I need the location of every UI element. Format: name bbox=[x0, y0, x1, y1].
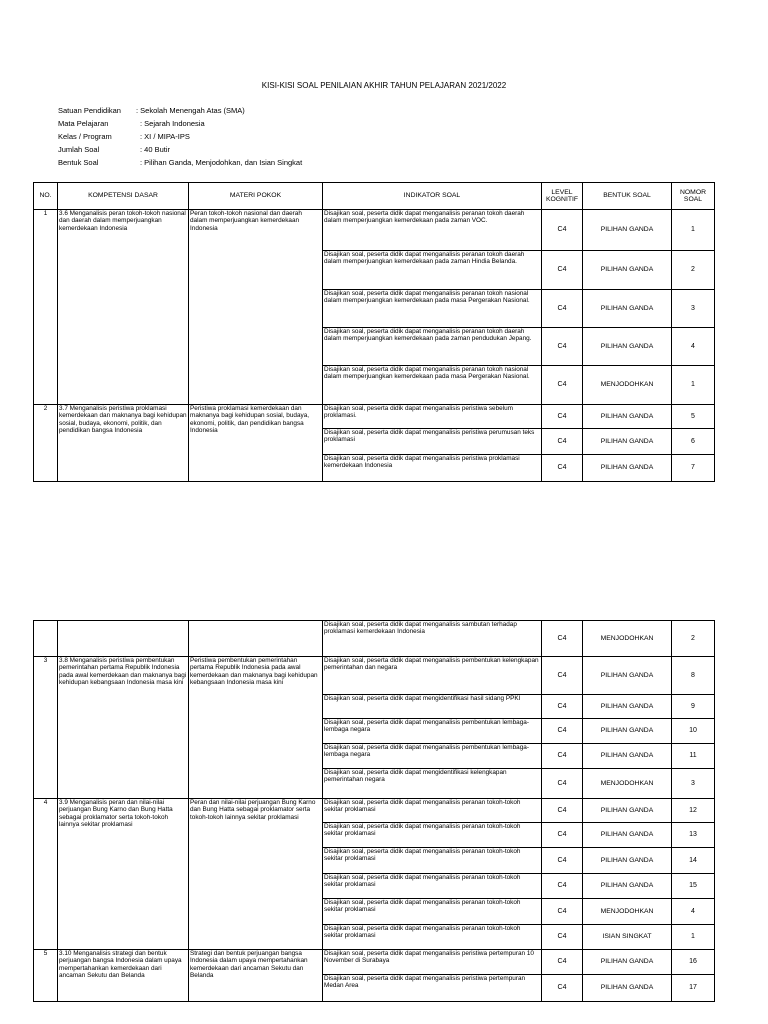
level-kognitif-cell: C4 bbox=[542, 925, 583, 950]
meta-label: Satuan Pendidikan bbox=[58, 106, 121, 115]
indikator-soal-cell: Disajikan soal, peserta didik dapat menganalisis pembentukan lembaga-lembaga negara bbox=[323, 719, 542, 744]
nomor-soal-cell: 8 bbox=[672, 657, 715, 695]
nomor-soal-cell: 7 bbox=[672, 455, 715, 482]
level-kognitif-cell: C4 bbox=[542, 744, 583, 769]
bentuk-soal-cell: PILIHAN GANDA bbox=[583, 405, 672, 429]
bentuk-soal-cell: PILIHAN GANDA bbox=[583, 290, 672, 328]
nomor-soal-cell: 9 bbox=[672, 695, 715, 719]
nomor-soal-cell: 12 bbox=[672, 799, 715, 823]
row-number: 3 bbox=[34, 657, 58, 799]
nomor-soal-cell: 6 bbox=[672, 429, 715, 455]
materi-pokok-cell: Peristiwa proklamasi kemerdekaan dan maknanya bagi kehidupan sosial, budaya, ekonomi, politik, dan pendidikan bangsa Indonesia bbox=[189, 405, 323, 482]
level-kognitif-cell: C4 bbox=[542, 823, 583, 848]
indikator-soal-cell: Disajikan soal, peserta didik dapat menganalisis peranan tokoh-tokoh sekitar proklamasi bbox=[323, 925, 542, 950]
meta-label: Mata Pelajaran bbox=[58, 119, 109, 128]
nomor-soal-cell: 4 bbox=[672, 899, 715, 925]
materi-pokok-cell: Peristiwa pembentukan pemerintahan pertama Republik Indonesia pada awal kemerdekaan dan maknanya bagi kehidupan kebangsaan Indonesia masa kini bbox=[189, 657, 323, 799]
kompetensi-dasar-cell: 3.9 Menganalisis peran dan nilai-nilai perjuangan Bung Karno dan Bung Hatta sebagai proklamator serta tokoh-tokoh lainnya sekitar proklamasi bbox=[58, 799, 189, 950]
kompetensi-dasar-cell: 3.8 Menganalisis peristiwa pembentukan pemerintahan pertama Republik Indonesia pada awal kemerdekaan dan maknanya bagi kehidupan kebangsaan Indonesia masa kini bbox=[58, 657, 189, 799]
bentuk-soal-cell: MENJODOHKAN bbox=[583, 899, 672, 925]
bentuk-soal-cell: MENJODOHKAN bbox=[583, 621, 672, 657]
bentuk-soal-cell: PILIHAN GANDA bbox=[583, 799, 672, 823]
meta-value: : Pilihan Ganda, Menjodohkan, dan Isian Singkat bbox=[140, 158, 303, 167]
materi-pokok-cell: Peran tokoh-tokoh nasional dan daerah dalam memperjuangkan kemerdekaan Indonesia bbox=[189, 210, 323, 405]
indikator-soal-cell: Disajikan soal, peserta didik dapat menganalisis peristiwa sebelum proklamasi. bbox=[323, 405, 542, 429]
indikator-soal-cell: Disajikan soal, peserta didik dapat menganalisis peranan tokoh daerah dalam memperjuangkan kemerdekaan pada zaman pendudukan Jepang. bbox=[323, 328, 542, 366]
bentuk-soal-cell: PILIHAN GANDA bbox=[583, 848, 672, 874]
nomor-soal-cell: 3 bbox=[672, 769, 715, 799]
nomor-soal-cell: 11 bbox=[672, 744, 715, 769]
bentuk-soal-cell: PILIHAN GANDA bbox=[583, 719, 672, 744]
kisi-kisi-table-page-2 bbox=[33, 620, 715, 1002]
indikator-soal-cell: Disajikan soal, peserta didik dapat menganalisis peristiwa pertempuran 10 November di Surabaya bbox=[323, 950, 542, 975]
indikator-soal-cell: Disajikan soal, peserta didik dapat mengidentifikasi kelengkapan pemerintahan negara bbox=[323, 769, 542, 799]
kompetensi-dasar-cell: 3.10 Menganalisis strategi dan bentuk perjuangan bangsa Indonesia dalam upaya mempertahankan kemerdekaan dari ancaman Sekutu dan Belanda bbox=[58, 950, 189, 1002]
materi-pokok-cell bbox=[189, 621, 323, 657]
indikator-soal-cell: Disajikan soal, peserta didik dapat menganalisis peranan tokoh daerah dalam memperjuangkan kemerdekaan pada zaman Hindia Belanda. bbox=[323, 251, 542, 290]
indikator-soal-cell: Disajikan soal, peserta didik dapat menganalisis pembentukan lembaga-lembaga negara bbox=[323, 744, 542, 769]
nomor-soal-cell: 2 bbox=[672, 621, 715, 657]
level-kognitif-cell: C4 bbox=[542, 719, 583, 744]
bentuk-soal-cell: PILIHAN GANDA bbox=[583, 950, 672, 975]
indikator-soal-cell: Disajikan soal, peserta didik dapat menganalisis peranan tokoh-tokoh sekitar proklamasi bbox=[323, 823, 542, 848]
nomor-soal-cell: 13 bbox=[672, 823, 715, 848]
level-kognitif-cell: C4 bbox=[542, 366, 583, 405]
table-row bbox=[34, 799, 715, 823]
table-row bbox=[34, 210, 715, 251]
level-kognitif-cell: C4 bbox=[542, 695, 583, 719]
indikator-soal-cell: Disajikan soal, peserta didik dapat menganalisis peranan tokoh-tokoh sekitar proklamasi bbox=[323, 848, 542, 874]
meta-value: : XI / MIPA-IPS bbox=[140, 132, 190, 141]
nomor-soal-cell: 15 bbox=[672, 874, 715, 899]
level-kognitif-cell: C4 bbox=[542, 210, 583, 251]
level-kognitif-cell: C4 bbox=[542, 405, 583, 429]
bentuk-soal-cell: MENJODOHKAN bbox=[583, 769, 672, 799]
nomor-soal-cell: 2 bbox=[672, 251, 715, 290]
bentuk-soal-cell: ISIAN SINGKAT bbox=[583, 925, 672, 950]
nomor-soal-cell: 1 bbox=[672, 366, 715, 405]
indikator-soal-cell: Disajikan soal, peserta didik dapat menganalisis peranan tokoh nasional dalam memperjuangkan kemerdekaan pada masa Pergerakan Nasional. bbox=[323, 366, 542, 405]
level-kognitif-cell: C4 bbox=[542, 455, 583, 482]
indikator-soal-cell: Disajikan soal, peserta didik dapat menganalisis peristiwa perumusan teks proklamasi bbox=[323, 429, 542, 455]
indikator-soal-cell: Disajikan soal, peserta didik dapat menganalisis peristiwa pertempuran Medan Area bbox=[323, 975, 542, 1002]
row-number: 2 bbox=[34, 405, 58, 482]
nomor-soal-cell: 3 bbox=[672, 290, 715, 328]
header-kompetensi-dasar: KOMPETENSI DASAR bbox=[58, 183, 189, 210]
level-kognitif-cell: C4 bbox=[542, 799, 583, 823]
bentuk-soal-cell: PILIHAN GANDA bbox=[583, 429, 672, 455]
row-number: 4 bbox=[34, 799, 58, 950]
bentuk-soal-cell: PILIHAN GANDA bbox=[583, 744, 672, 769]
kompetensi-dasar-cell: 3.7 Menganalisis peristiwa proklamasi kemerdekaan dan maknanya bagi kehidupan sosial, budaya, ekonomi, politik, dan pendidikan bangsa Indonesia bbox=[58, 405, 189, 482]
kompetensi-dasar-cell bbox=[58, 621, 189, 657]
level-kognitif-cell: C4 bbox=[542, 251, 583, 290]
bentuk-soal-cell: PILIHAN GANDA bbox=[583, 210, 672, 251]
level-kognitif-cell: C4 bbox=[542, 657, 583, 695]
nomor-soal-cell: 1 bbox=[672, 210, 715, 251]
kisi-kisi-table-page-1 bbox=[33, 182, 715, 482]
bentuk-soal-cell: PILIHAN GANDA bbox=[583, 251, 672, 290]
nomor-soal-cell: 5 bbox=[672, 405, 715, 429]
level-kognitif-cell: C4 bbox=[542, 328, 583, 366]
bentuk-soal-cell: PILIHAN GANDA bbox=[583, 874, 672, 899]
materi-pokok-cell: Peran dan nilai-nilai perjuangan Bung Karno dan Bung Hatta sebagai proklamator serta tokoh-tokoh lainnya sekitar proklamasi bbox=[189, 799, 323, 950]
level-kognitif-cell: C4 bbox=[542, 429, 583, 455]
bentuk-soal-cell: PILIHAN GANDA bbox=[583, 657, 672, 695]
level-kognitif-cell: C4 bbox=[542, 975, 583, 1002]
header-level-kognitif: LEVEL KOGNITIF bbox=[542, 183, 583, 210]
header-nomor-soal: NOMOR SOAL bbox=[672, 183, 715, 210]
meta-label: Bentuk Soal bbox=[58, 158, 99, 167]
row-number bbox=[34, 621, 58, 657]
indikator-soal-cell: Disajikan soal, peserta didik dapat menganalisis pembentukan kelengkapan pemerintahan dan negara bbox=[323, 657, 542, 695]
header-indikator-soal: INDIKATOR SOAL bbox=[323, 183, 542, 210]
level-kognitif-cell: C4 bbox=[542, 621, 583, 657]
row-number: 1 bbox=[34, 210, 58, 405]
header-materi-pokok: MATERI POKOK bbox=[189, 183, 323, 210]
page-title: KISI-KISI SOAL PENILAIAN AKHIR TAHUN PELAJARAN 2021/2022 bbox=[261, 81, 507, 90]
table-row bbox=[34, 621, 715, 657]
bentuk-soal-cell: PILIHAN GANDA bbox=[583, 695, 672, 719]
materi-pokok-cell: Strategi dan bentuk perjuangan bangsa Indonesia dalam upaya mempertahankan kemerdekaan dari ancaman Sekutu dan Belanda bbox=[189, 950, 323, 1002]
kompetensi-dasar-cell: 3.6 Menganalisis peran tokoh-tokoh nasional dan daerah dalam memperjuangkan kemerdekaan Indonesia bbox=[58, 210, 189, 405]
table-row bbox=[34, 405, 715, 429]
meta-label: Kelas / Program bbox=[58, 132, 112, 141]
header-no: NO. bbox=[34, 183, 58, 210]
bentuk-soal-cell: MENJODOHKAN bbox=[583, 366, 672, 405]
row-number: 5 bbox=[34, 950, 58, 1002]
level-kognitif-cell: C4 bbox=[542, 848, 583, 874]
indikator-soal-cell: Disajikan soal, peserta didik dapat menganalisis peranan tokoh-tokoh sekitar proklamasi bbox=[323, 899, 542, 925]
indikator-soal-cell: Disajikan soal, peserta didik dapat mengidentifikasi hasil sidang PPKI bbox=[323, 695, 542, 719]
level-kognitif-cell: C4 bbox=[542, 899, 583, 925]
nomor-soal-cell: 4 bbox=[672, 328, 715, 366]
indikator-soal-cell: Disajikan soal, peserta didik dapat menganalisis peristiwa proklamasi kemerdekaan Indonesia bbox=[323, 455, 542, 482]
header-bentuk-soal: BENTUK SOAL bbox=[583, 183, 672, 210]
nomor-soal-cell: 1 bbox=[672, 925, 715, 950]
indikator-soal-cell: Disajikan soal, peserta didik dapat menganalisis peranan tokoh-tokoh sekitar proklamasi bbox=[323, 874, 542, 899]
meta-value: : Sejarah Indonesia bbox=[140, 119, 205, 128]
nomor-soal-cell: 17 bbox=[672, 975, 715, 1002]
table-row bbox=[34, 950, 715, 975]
nomor-soal-cell: 14 bbox=[672, 848, 715, 874]
bentuk-soal-cell: PILIHAN GANDA bbox=[583, 328, 672, 366]
indikator-soal-cell: Disajikan soal, peserta didik dapat menganalisis sambutan terhadap proklamasi kemerdekaan Indonesia bbox=[323, 621, 542, 657]
nomor-soal-cell: 16 bbox=[672, 950, 715, 975]
level-kognitif-cell: C4 bbox=[542, 950, 583, 975]
indikator-soal-cell: Disajikan soal, peserta didik dapat menganalisis peranan tokoh daerah dalam memperjuangkan kemerdekaan pada zaman VOC. bbox=[323, 210, 542, 251]
level-kognitif-cell: C4 bbox=[542, 874, 583, 899]
level-kognitif-cell: C4 bbox=[542, 290, 583, 328]
meta-value: : 40 Butir bbox=[140, 145, 171, 154]
indikator-soal-cell: Disajikan soal, peserta didik dapat menganalisis peranan tokoh-tokoh sekitar proklamasi bbox=[323, 799, 542, 823]
meta-label: Jumlah Soal bbox=[58, 145, 100, 154]
nomor-soal-cell: 10 bbox=[672, 719, 715, 744]
table-row bbox=[34, 657, 715, 695]
bentuk-soal-cell: PILIHAN GANDA bbox=[583, 455, 672, 482]
meta-value: : Sekolah Menengah Atas (SMA) bbox=[136, 106, 245, 115]
indikator-soal-cell: Disajikan soal, peserta didik dapat menganalisis peranan tokoh nasional dalam memperjuangkan kemerdekaan pada masa Pergerakan Nasional. bbox=[323, 290, 542, 328]
bentuk-soal-cell: PILIHAN GANDA bbox=[583, 975, 672, 1002]
bentuk-soal-cell: PILIHAN GANDA bbox=[583, 823, 672, 848]
level-kognitif-cell: C4 bbox=[542, 769, 583, 799]
